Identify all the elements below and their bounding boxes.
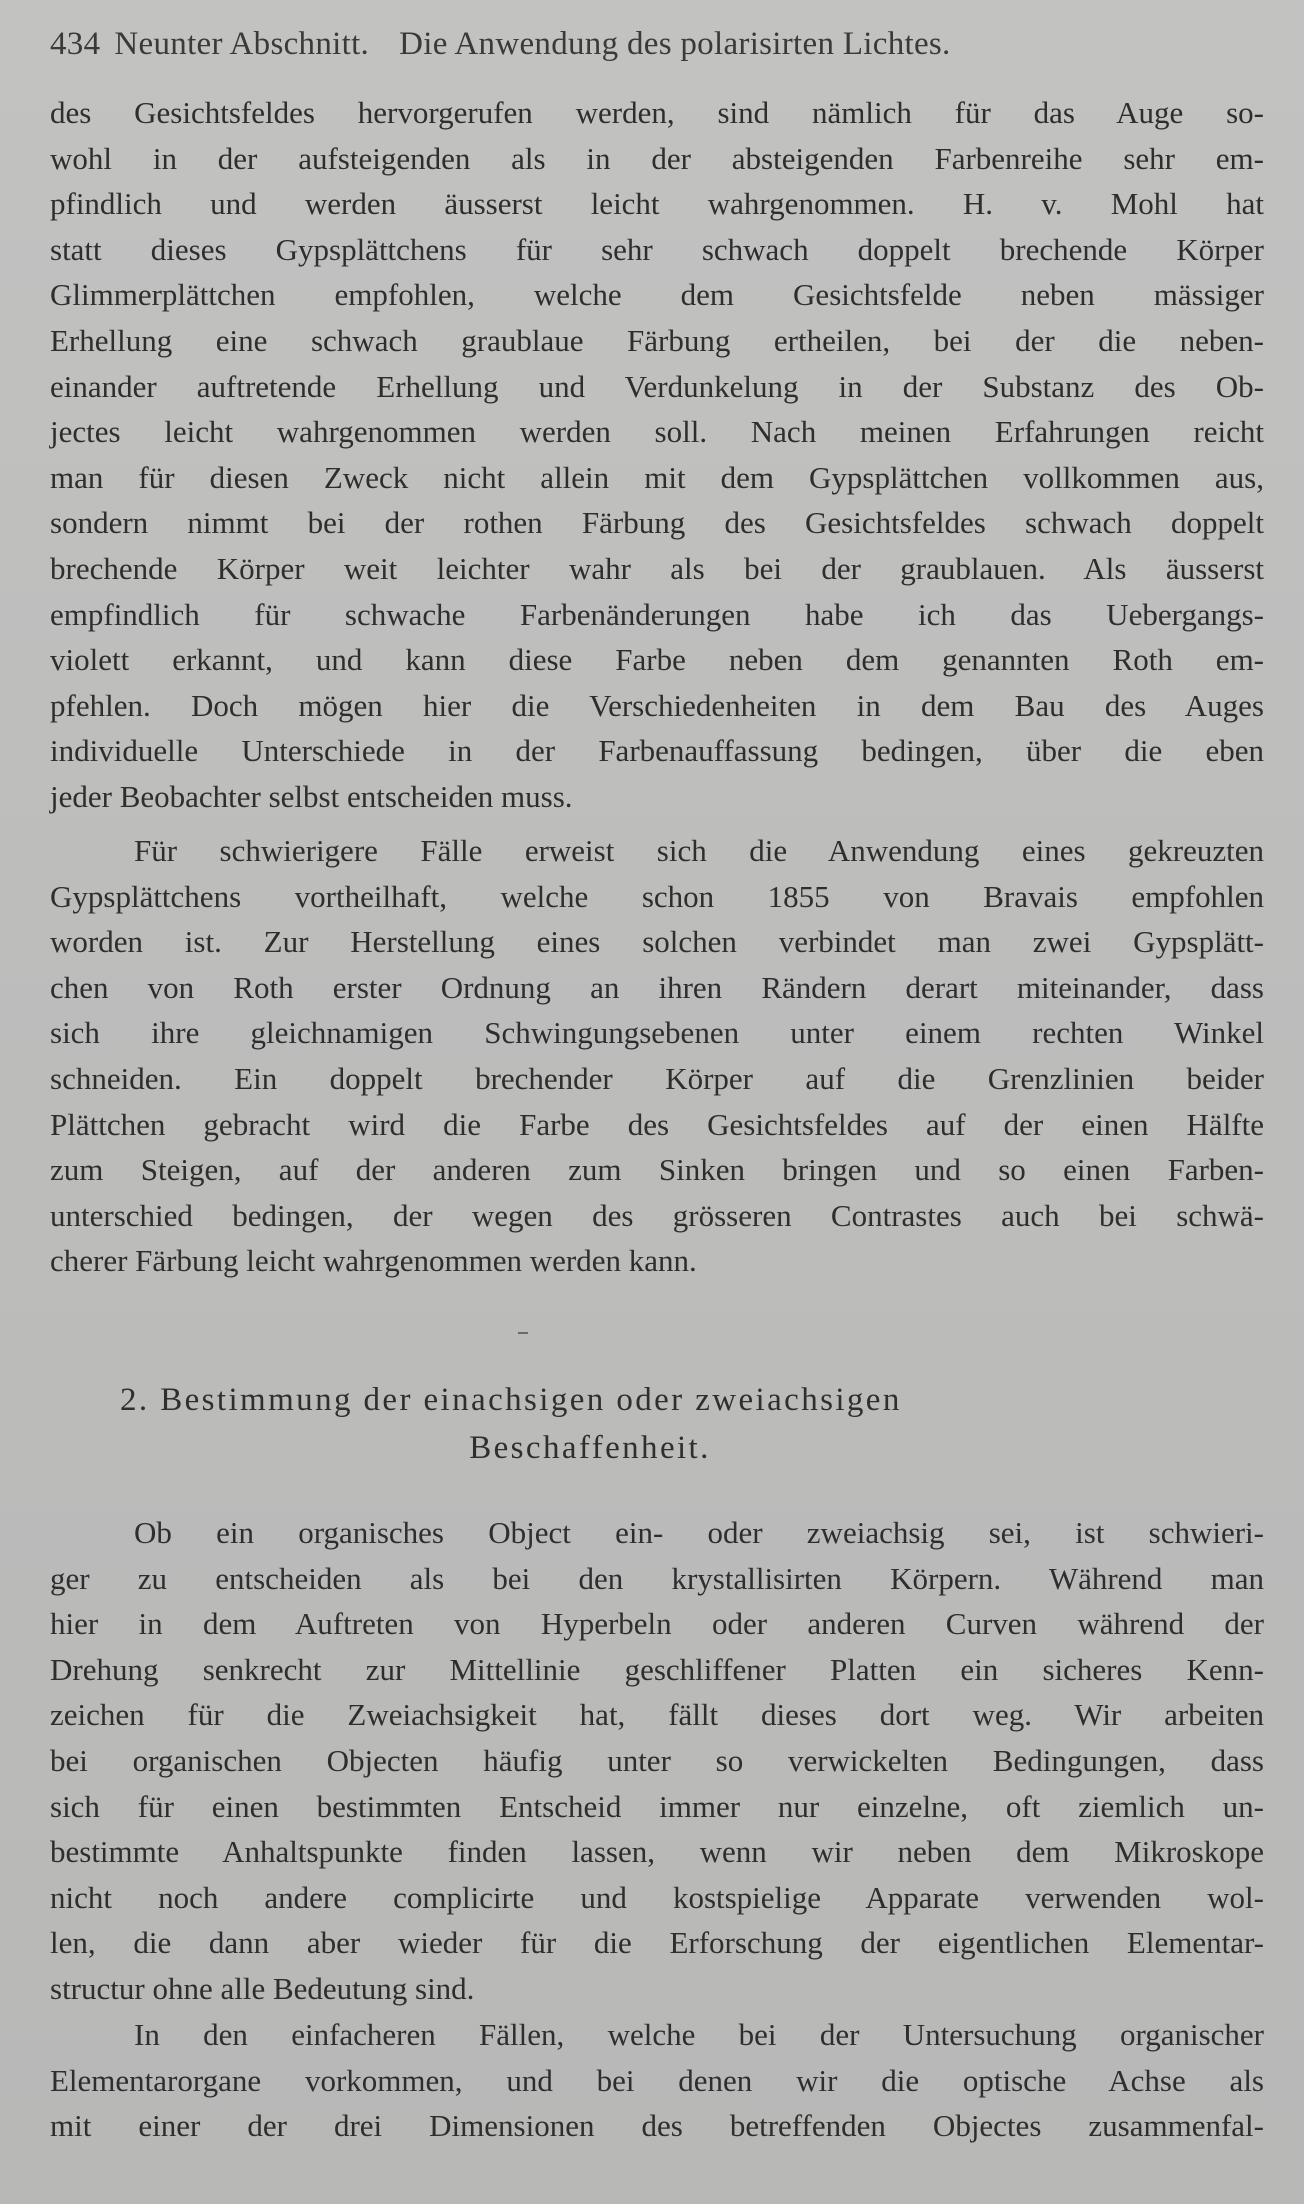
text-line: empfindlich für schwache Farbenänderungen habe ich das Uebergangs- [50, 596, 1264, 632]
text-line: sich ihre gleichnamigen Schwingungsebenen unter einem rechten Winkel [50, 1015, 1264, 1051]
text-line: jectes leicht wahrgenommen werden soll. Nach meinen Erfahrungen reicht [50, 414, 1264, 450]
text-line: worden ist. Zur Herstellung eines solchen verbindet man zwei Gypsplätt- [50, 924, 1264, 960]
text-line: sich für einen bestimmten Entscheid immer nur einzelne, oft ziemlich un- [50, 1788, 1264, 1824]
text-line: violett erkannt, und kann diese Farbe neben dem genannten Roth em- [50, 642, 1264, 678]
section-label: Neunter Abschnitt. [114, 26, 370, 62]
text-line: hier in dem Auftreten von Hyperbeln oder anderen Curven während der [50, 1606, 1264, 1642]
text-line: zeichen für die Zweiachsigkeit hat, fällt dieses dort weg. Wir arbeiten [50, 1697, 1264, 1733]
section-heading-line-1: 2. Bestimmung der einachsigen oder zweiachsigen [120, 1382, 902, 1418]
text-line: schneiden. Ein doppelt brechender Körper auf die Grenzlinien beider [50, 1060, 1264, 1096]
text-line: man für diesen Zweck nicht allein mit dem Gypsplättchen vollkommen aus, [50, 459, 1264, 495]
section-divider [518, 1332, 528, 1334]
text-line: Elementarorgane vorkommen, und bei denen wir die optische Achse als [50, 2062, 1264, 2098]
text-line: individuelle Unterschiede in der Farbenauffassung bedingen, über die eben [50, 733, 1264, 769]
text-line: In den einfacheren Fällen, welche bei der Untersuchung organischer [134, 2017, 1264, 2052]
chapter-title: Die Anwendung des polarisirten Lichtes. [399, 26, 951, 62]
text-line: pfindlich und werden äusserst leicht wahrgenommen. H. v. Mohl hat [50, 186, 1264, 222]
paragraph-2 [50, 828, 1264, 1284]
text-line: chen von Roth erster Ordnung an ihren Rändern derart miteinander, dass [50, 969, 1264, 1005]
page-number: 434 [50, 26, 101, 62]
text-line: pfehlen. Doch mögen hier die Verschiedenheiten in dem Bau des Auges [50, 687, 1264, 723]
text-line: len, die dann aber wieder für die Erforschung der eigentlichen Elementar- [50, 1925, 1264, 1961]
text-line: zum Steigen, auf der anderen zum Sinken bringen und so einen Farben- [50, 1152, 1264, 1188]
text-line: ger zu entscheiden als bei den krystallisirten Körpern. Während man [50, 1560, 1264, 1596]
text-line: Drehung senkrecht zur Mittellinie geschliffener Platten ein sicheres Kenn- [50, 1651, 1264, 1687]
text-line: nicht noch andere complicirte und kostspielige Apparate verwenden wol- [50, 1879, 1264, 1915]
text-line: sondern nimmt bei der rothen Färbung des Gesichtsfeldes schwach doppelt [50, 505, 1264, 541]
text-line: Für schwierigere Fälle erweist sich die Anwendung eines gekreuzten [134, 833, 1264, 868]
text-line: einander auftretende Erhellung und Verdunkelung in der Substanz des Ob- [50, 368, 1264, 404]
paragraph-4 [50, 2012, 1264, 2149]
paragraph-3 [50, 1510, 1264, 2012]
text-line: Gypsplättchens vortheilhaft, welche schon 1855 von Bravais empfohlen [50, 878, 1264, 914]
text-line: Ob ein organisches Object ein- oder zweiachsig sei, ist schwieri- [134, 1515, 1264, 1550]
text-line: brechende Körper weit leichter wahr als bei der graublauen. Als äusserst [50, 550, 1264, 586]
running-header [50, 22, 1254, 66]
text-line: unterschied bedingen, der wegen des grösseren Contrastes auch bei schwä- [50, 1197, 1264, 1233]
text-line: wohl in der aufsteigenden als in der absteigenden Farbenreihe sehr em- [50, 140, 1264, 176]
text-line: Glimmerplättchen empfohlen, welche dem Gesichtsfelde neben mässiger [50, 277, 1264, 313]
section-heading-line-2: Beschaffenheit. [469, 1430, 711, 1466]
text-line: statt dieses Gypsplättchens für sehr schwach doppelt brechende Körper [50, 231, 1264, 267]
text-line: bestimmte Anhaltspunkte finden lassen, wenn wir neben dem Mikroskope [50, 1834, 1264, 1870]
text-line: cherer Färbung leicht wahrgenommen werden kann. [50, 1243, 697, 1279]
paragraph-1 [50, 90, 1264, 820]
text-line: des Gesichtsfeldes hervorgerufen werden, sind nämlich für das Auge so- [50, 95, 1264, 130]
text-line: bei organischen Objecten häufig unter so verwickelten Bedingungen, dass [50, 1742, 1264, 1778]
text-line: structur ohne alle Bedeutung sind. [50, 1970, 475, 2006]
text-line: mit einer der drei Dimensionen des betreffenden Objectes zusammenfal- [50, 2108, 1264, 2144]
text-line: Erhellung eine schwach graublaue Färbung ertheilen, bei der die neben- [50, 322, 1264, 358]
text-line: Plättchen gebracht wird die Farbe des Gesichtsfeldes auf der einen Hälfte [50, 1106, 1264, 1142]
section-heading [120, 1376, 1200, 1472]
text-line: jeder Beobachter selbst entscheiden muss. [50, 778, 573, 814]
